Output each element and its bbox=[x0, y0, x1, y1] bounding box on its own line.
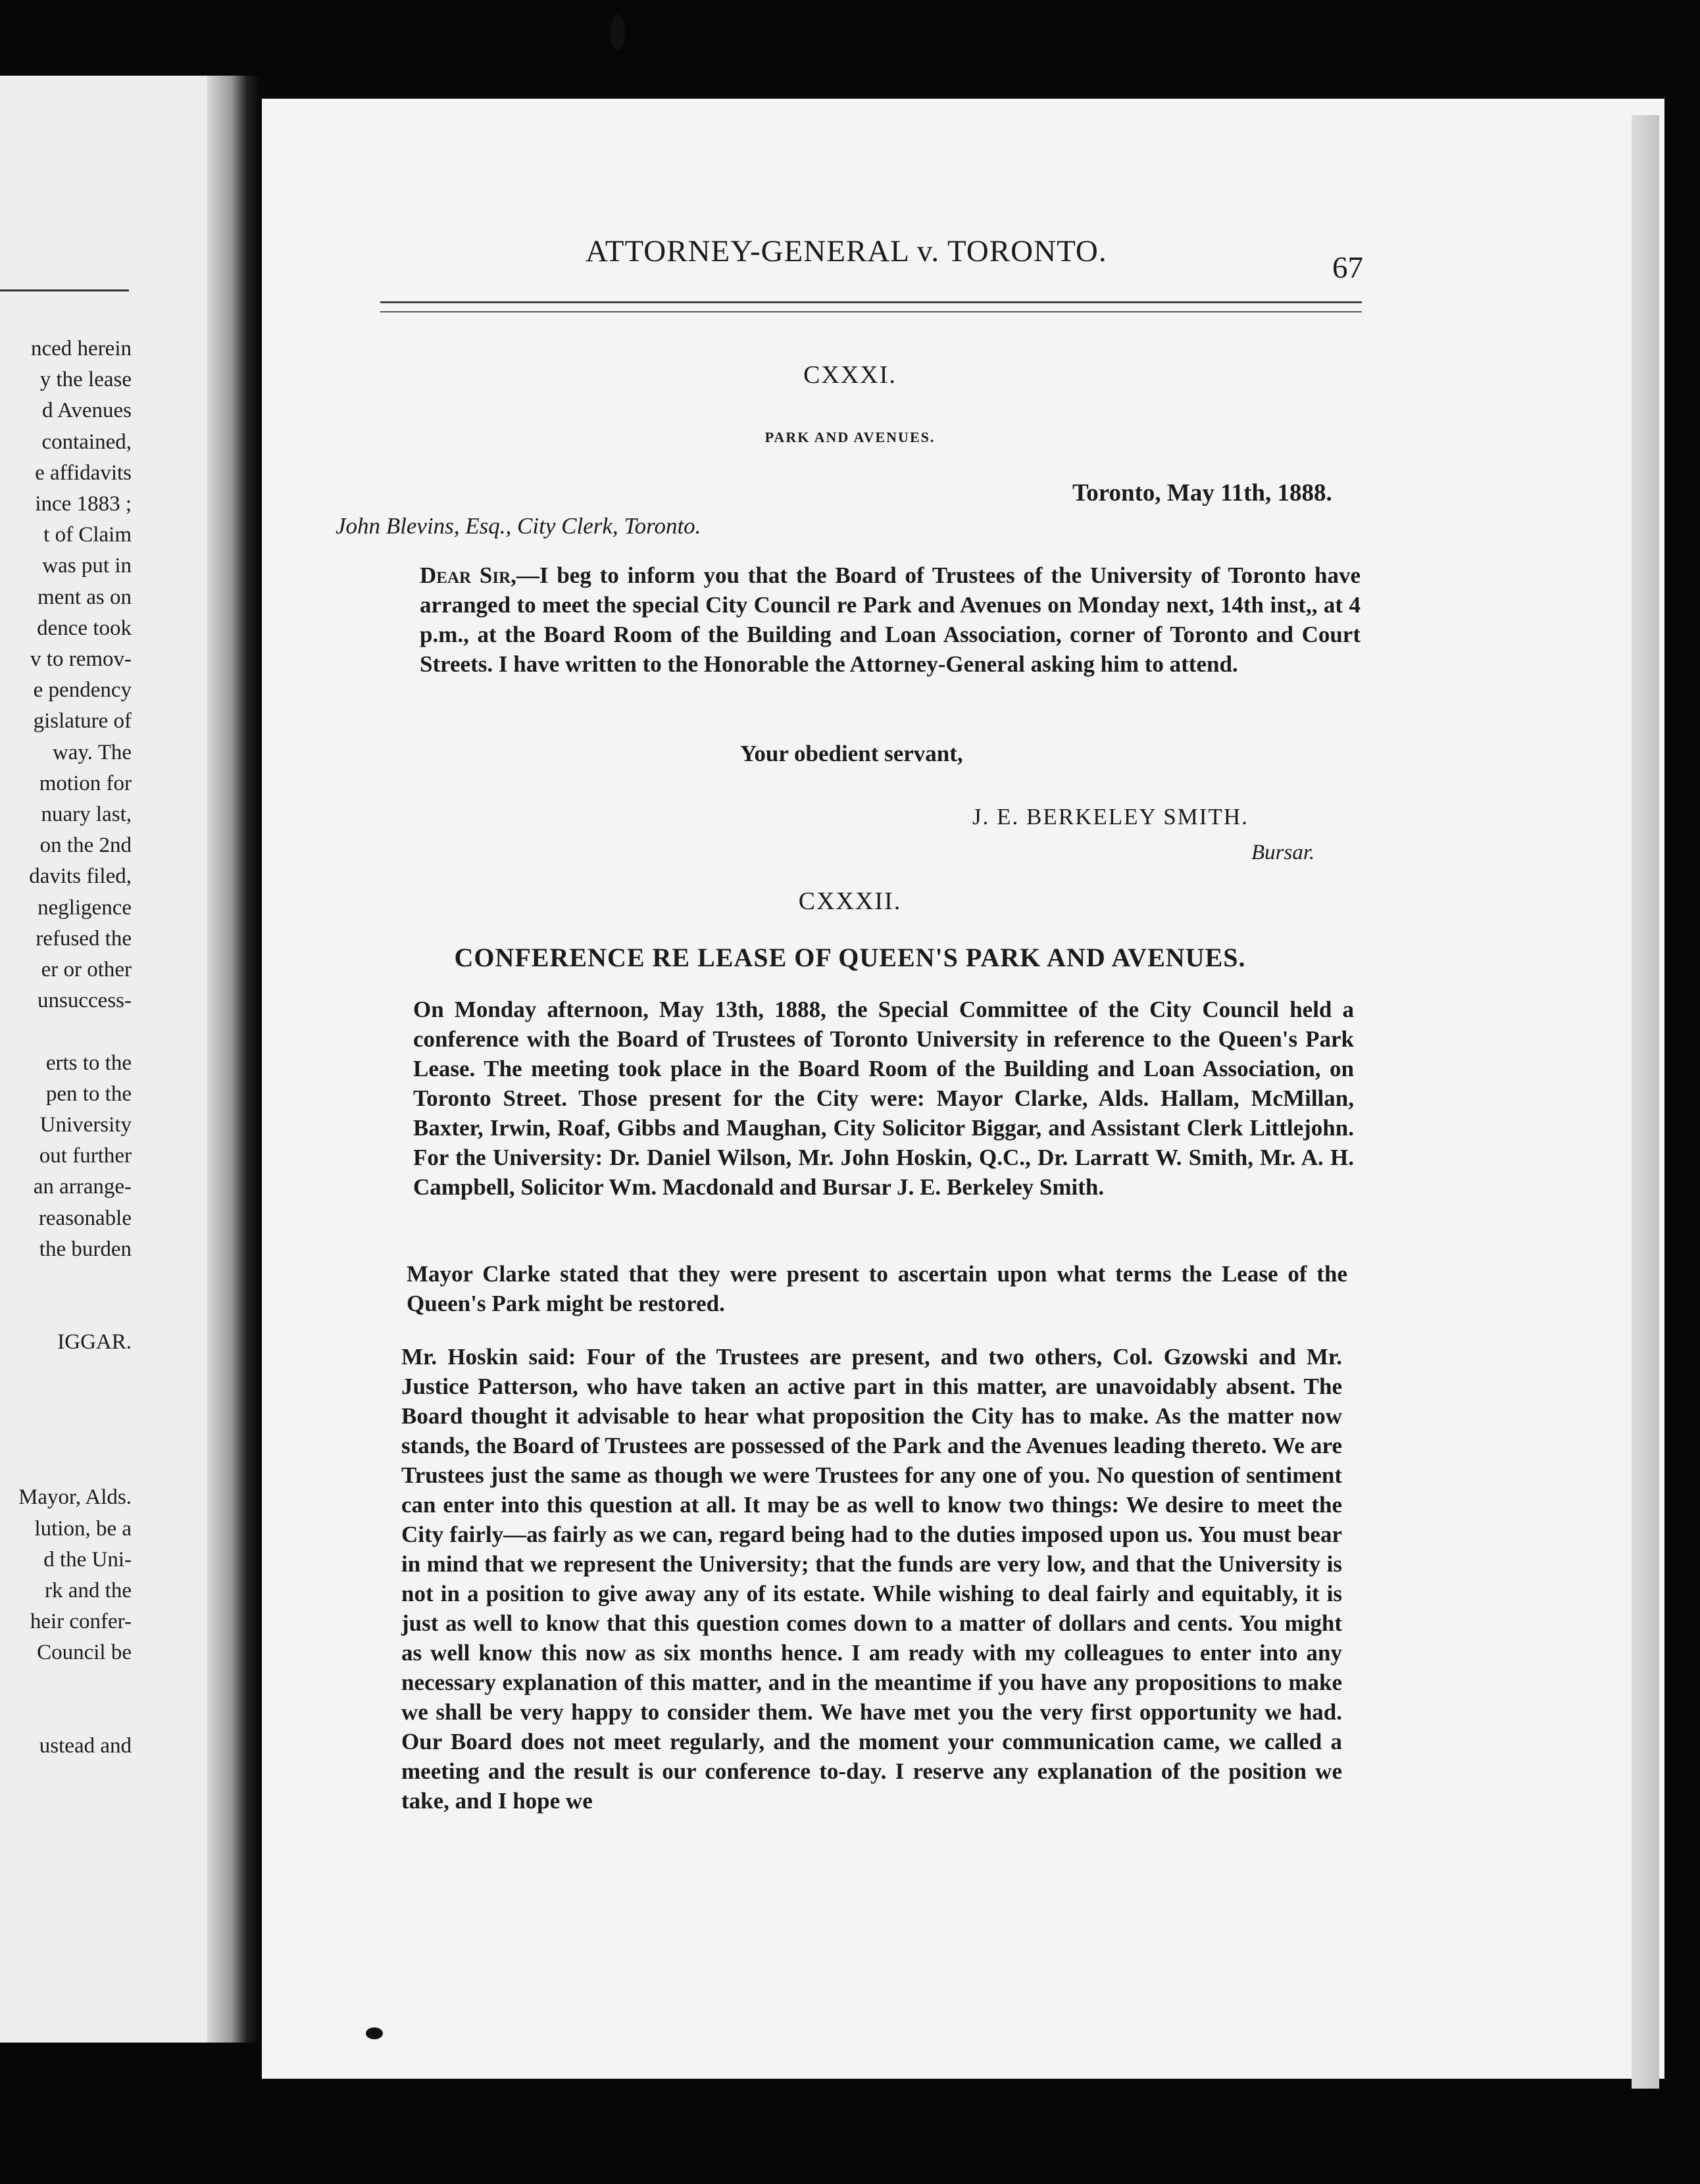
left-page-rule bbox=[0, 289, 129, 291]
header-rule bbox=[380, 301, 1362, 312]
left-page-line: d Avenues bbox=[42, 399, 132, 423]
section-number-cxxxii: CXXXII. bbox=[798, 887, 902, 915]
letter-date: Toronto, May 11th, 1888. bbox=[1072, 480, 1332, 507]
left-page-line: nuary last, bbox=[41, 803, 132, 826]
left-page-line: e pendency bbox=[33, 678, 132, 703]
left-page-line: nced herein bbox=[31, 337, 132, 360]
paragraph-2: Mayor Clarke stated that they were present to ascertain upon what terms the Lease of the Queen's Park might be restored. bbox=[407, 1261, 1347, 1316]
letter-text: —I beg to inform you that the Board of Trustees of the University of Toronto have arranged to meet the special City Council re Park and Avenues on Monday next, 14th inst,, at 4 p.m., at the Board Room of the Building and Loan Association, corner of Toronto and Court Streets. I have written to the Honorable the Attorney-General asking him to attend. bbox=[420, 562, 1361, 677]
running-header: ATTORNEY-GENERAL v. TORONTO. bbox=[586, 234, 1107, 268]
left-page-line: lution, be a bbox=[34, 1516, 132, 1541]
ink-blot bbox=[611, 14, 625, 50]
left-page-line: on the 2nd bbox=[39, 833, 132, 858]
left-page-line: negligence bbox=[38, 895, 132, 920]
left-page-line: ince 1883 ; bbox=[35, 492, 132, 516]
left-page-line: y the lease bbox=[39, 368, 132, 392]
left-page-line: ustead and bbox=[39, 1734, 132, 1758]
left-page-line: IGGAR. bbox=[57, 1330, 132, 1354]
ink-blot bbox=[366, 2027, 383, 2039]
letter-closing: Your obedient servant, bbox=[740, 741, 963, 766]
left-page-line: unsuccess- bbox=[38, 989, 132, 1013]
paragraph-1: On Monday afternoon, May 13th, 1888, the Special Committee of the City Council held a conference with the Board of Trustees of Toronto University in reference to the Queen's Park Lease. The meeting took place in the Board Room of the Building and Loan Association, on Toronto Street. Those present for the City were: Mayor Clarke, Alds. Hallam, McMillan, Baxter, Irwin, Roaf, Gibbs and Maughan, City Solicitor Biggar, and Assistant Clerk Littlejohn. For the University: Dr. Daniel Wilson, Mr. John Hoskin, Q.C., Dr. Larratt W. Smith, Mr. A. H. Campbell, Solicitor Wm. Macdonald and Bursar J. E. Berkeley Smith. bbox=[413, 997, 1354, 1200]
left-page-line: Council be bbox=[37, 1641, 132, 1665]
section-number-cxxxi: CXXXI. bbox=[803, 361, 897, 389]
left-page-line: d the Uni- bbox=[43, 1547, 132, 1572]
left-page-line: was put in bbox=[42, 554, 132, 578]
left-page-line: University bbox=[39, 1113, 132, 1137]
left-page-line: e affidavits bbox=[35, 460, 132, 485]
left-page-line: rk and the bbox=[45, 1579, 132, 1602]
letter-addressee: John Blevins, Esq., City Clerk, Toronto. bbox=[336, 513, 701, 539]
left-page-line: gislature of bbox=[33, 709, 132, 733]
left-page-line: v to remov- bbox=[30, 647, 132, 671]
left-page-line: er or other bbox=[41, 958, 132, 981]
left-page-line: heir confer- bbox=[30, 1610, 132, 1634]
left-page-line: reasonable bbox=[38, 1206, 132, 1230]
signer-title: Bursar. bbox=[1251, 841, 1315, 864]
section-subtitle: PARK AND AVENUES. bbox=[764, 429, 936, 445]
left-page-line: erts to the bbox=[45, 1051, 132, 1075]
salutation: Dear Sir, bbox=[420, 562, 516, 588]
left-page-line: ment as on bbox=[38, 585, 132, 609]
left-page-line: Mayor, Alds. bbox=[18, 1485, 132, 1510]
left-page-line: an arrange- bbox=[33, 1175, 132, 1199]
conference-title: CONFERENCE RE LEASE OF QUEEN'S PARK AND AVENUES. bbox=[454, 943, 1246, 972]
left-page-line: way. The bbox=[52, 740, 132, 764]
left-page-line: refused the bbox=[36, 926, 132, 951]
left-page-line: t of Claim bbox=[43, 523, 132, 547]
left-page-line: davits filed, bbox=[29, 864, 132, 889]
left-page-line: out further bbox=[39, 1144, 132, 1168]
letter-body bbox=[420, 560, 1361, 679]
left-page-line: contained, bbox=[41, 430, 132, 454]
letter-signer: J. E. BERKELEY SMITH. bbox=[972, 804, 1249, 830]
page-number: 67 bbox=[1332, 251, 1363, 285]
paragraph-3: Mr. Hoskin said: Four of the Trustees are present, and two others, Col. Gzowski and Mr. Justice Patterson, who have taken an active part in this matter, are unavoidably absent. The Board thought it advisable to hear what proposition the City has to make. As the matter now stands, the Board of Trustees are possessed of the Park and the Avenues leading thereto. We are Trustees just the same as though we were Trustees for any one of you. No question of sentiment can enter into this question at all. It may be as well to know two things: We desire to meet the City fairly—as fairly as we can, regard being had to the duties imposed upon us. You must bear in mind that we represent the University; that the funds are very low, and that the University is not in a position to give away any of its estate. While wishing to deal fairly and equitably, it is just as well to know that this question comes down to a matter of dollars and cents. You might as well know this now as six months hence. I am ready with my colleagues to enter into any necessary explanation of this matter, and in the meantime if you have any propositions to make we shall be very happy to consider them. We have met you the very first opportunity we had. Our Board does not meet regularly, and the moment your communication came, we called a meeting and the result is our conference to-day. I reserve any explanation of the position we take, and I hope we bbox=[401, 1344, 1342, 1814]
page-edge bbox=[1632, 115, 1659, 2089]
left-page-line: pen to the bbox=[45, 1081, 132, 1106]
left-page-line: motion for bbox=[39, 771, 132, 795]
left-page-line: dence took bbox=[37, 616, 132, 640]
left-page-line: the burden bbox=[39, 1237, 132, 1261]
